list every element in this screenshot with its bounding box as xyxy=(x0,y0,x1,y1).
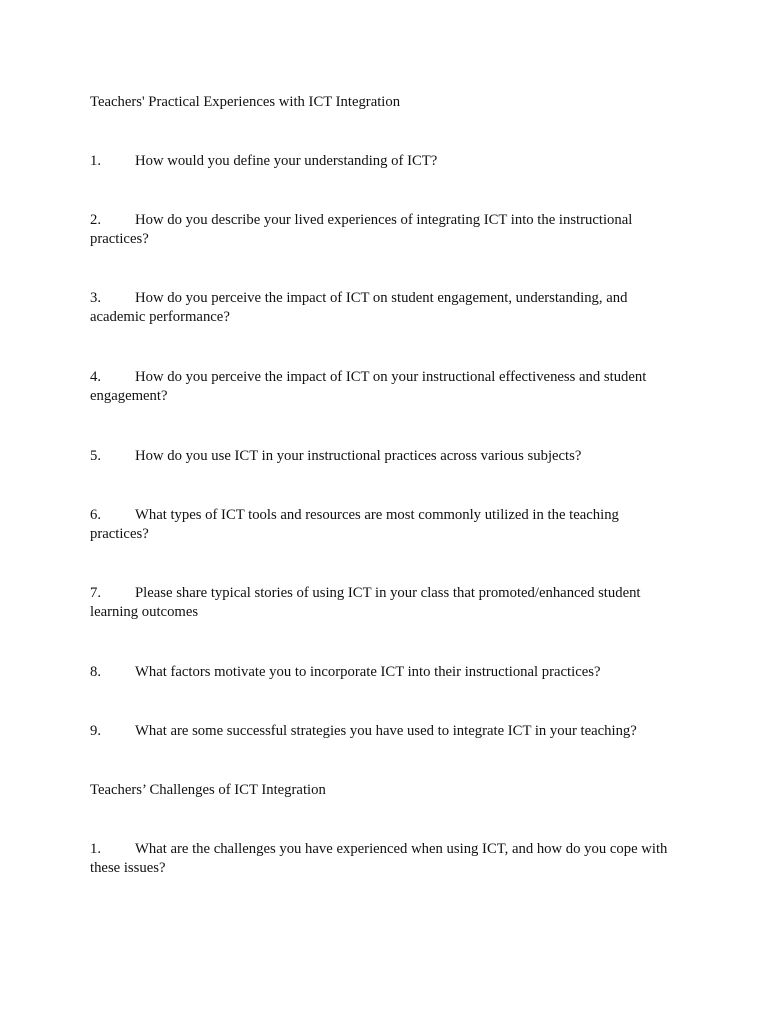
question-text: What are some successful strategies you have used to integrate ICT in your teaching? xyxy=(135,723,637,739)
question-number: 7. xyxy=(90,585,102,601)
question-text: How would you define your understanding of ICT? xyxy=(135,153,438,169)
question-text: What types of ICT tools and resources are most commonly utilized in the teaching practices? xyxy=(90,507,619,542)
section-heading: Teachers’ Challenges of ICT Integration xyxy=(90,782,326,798)
question-item xyxy=(90,722,680,741)
question-number: 1. xyxy=(90,153,102,169)
question-number: 2. xyxy=(90,212,102,228)
question-item xyxy=(90,506,680,544)
question-item xyxy=(90,447,680,466)
question-number: 4. xyxy=(90,369,102,385)
question-text: Please share typical stories of using ICT in your class that promoted/enhanced student learning outcomes xyxy=(90,585,641,620)
question-item xyxy=(90,663,680,682)
question-text: How do you perceive the impact of ICT on your instructional effectiveness and student engagement? xyxy=(90,369,647,404)
question-text: How do you perceive the impact of ICT on student engagement, understanding, and academic performance? xyxy=(90,290,628,325)
question-number: 3. xyxy=(90,290,102,306)
question-number: 5. xyxy=(90,448,102,464)
question-number: 6. xyxy=(90,507,102,523)
question-item xyxy=(90,211,680,249)
question-text: How do you use ICT in your instructional practices across various subjects? xyxy=(135,448,582,464)
question-item xyxy=(90,584,680,622)
question-item xyxy=(90,840,680,878)
question-number: 8. xyxy=(90,664,102,680)
question-item xyxy=(90,289,680,327)
question-text: What are the challenges you have experienced when using ICT, and how do you cope with these issues? xyxy=(90,841,668,876)
question-number: 9. xyxy=(90,723,102,739)
question-text: How do you describe your lived experiences of integrating ICT into the instructional practices? xyxy=(90,212,633,247)
question-item xyxy=(90,368,680,406)
section-heading: Teachers' Practical Experiences with ICT Integration xyxy=(90,94,401,110)
question-item xyxy=(90,152,680,171)
question-number: 1. xyxy=(90,841,102,857)
question-text: What factors motivate you to incorporate ICT into their instructional practices? xyxy=(135,664,601,680)
